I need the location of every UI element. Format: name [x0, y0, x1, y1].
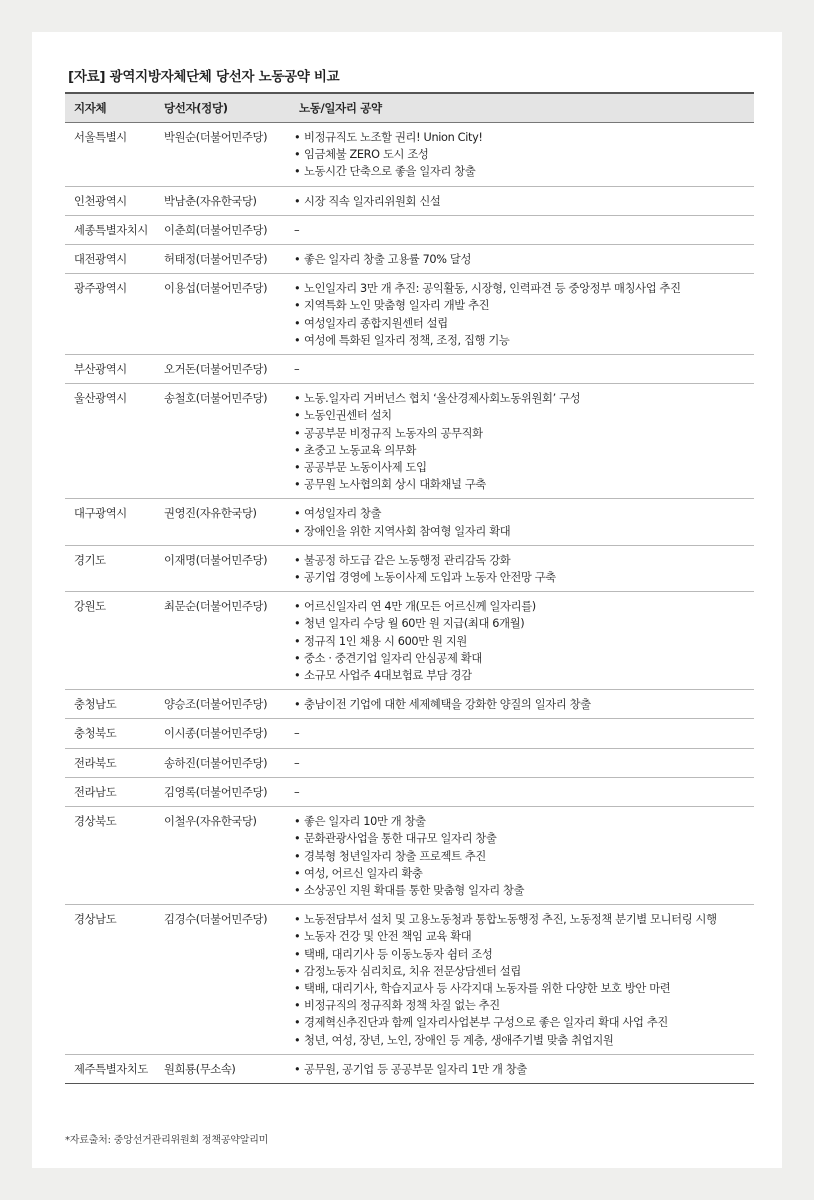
region-cell: 대구광역시: [65, 499, 155, 545]
winner-cell: 이철우(자유한국당): [155, 807, 290, 905]
table-row: [65, 719, 754, 748]
pledge-item: • 문화관광사업을 통한 대규모 일자리 창출: [294, 830, 754, 847]
table-row: [65, 1054, 754, 1083]
table-row: [65, 245, 754, 274]
winner-cell: 양승조(더불어민주당): [155, 690, 290, 719]
region-cell: 충청남도: [65, 690, 155, 719]
winner-cell: 오거돈(더불어민주당): [155, 355, 290, 384]
table-row: [65, 807, 754, 905]
table-row: [65, 777, 754, 806]
pledges-cell: [290, 384, 754, 499]
pledge-item: • 노동.일자리 거버넌스 협치 ‘울산경제사회노동위원회’ 구성: [294, 390, 754, 407]
pledges-cell: [290, 245, 754, 274]
pledge-item: • 여성일자리 창출: [294, 505, 754, 522]
table-row: [65, 215, 754, 244]
winner-cell: 이용섭(더불어민주당): [155, 274, 290, 355]
table-row: [65, 690, 754, 719]
region-cell: 경기도: [65, 545, 155, 591]
region-cell: 대전광역시: [65, 245, 155, 274]
pledge-item: • 택배, 대리기사, 학습지교사 등 사각지대 노동자를 위한 다양한 보호 방안 마련: [294, 980, 754, 997]
winner-cell: 박남춘(자유한국당): [155, 186, 290, 215]
pledge-list: [294, 280, 754, 349]
pledge-item: • 경북형 청년일자리 창출 프로젝트 추진: [294, 848, 754, 865]
pledge-item: • 정규직 1인 채용 시 600만 원 지원: [294, 633, 754, 650]
pledge-list: [294, 911, 754, 1049]
region-cell: 전라남도: [65, 777, 155, 806]
pledges-cell: [290, 545, 754, 591]
pledge-item: • 노동시간 단축으로 좋을 일자리 창출: [294, 163, 754, 180]
pledges-cell: [290, 274, 754, 355]
pledge-list: [294, 193, 754, 210]
table-row: [65, 355, 754, 384]
pledges-cell: [290, 1054, 754, 1083]
region-cell: 세종특별자치시: [65, 215, 155, 244]
pledge-item: • 지역특화 노인 맞춤형 일자리 개발 추진: [294, 297, 754, 314]
pledge-list: [294, 696, 754, 713]
pledge-item: • 공무원, 공기업 등 공공부문 일자리 1만 개 창출: [294, 1061, 754, 1078]
winner-cell: 이재명(더불어민주당): [155, 545, 290, 591]
pledge-item: • 여성, 어르신 일자리 확충: [294, 865, 754, 882]
pledges-cell: [290, 690, 754, 719]
pledge-item: • 초중고 노동교육 의무화: [294, 442, 754, 459]
pledges-cell: [290, 123, 754, 187]
pledge-item: • 장애인을 위한 지역사회 참여형 일자리 확대: [294, 523, 754, 540]
pledges-cell: [290, 186, 754, 215]
winner-cell: 권영진(자유한국당): [155, 499, 290, 545]
pledge-item: • 공공부문 비정규직 노동자의 공무직화: [294, 425, 754, 442]
pledge-item: • 노동전담부서 설치 및 고용노동청과 통합노동행정 추진, 노동정책 분기별 모니터링 시행: [294, 911, 754, 928]
table-row: [65, 123, 754, 187]
pledge-item: • 청년, 여성, 장년, 노인, 장애인 등 계층, 생애주기별 맞춤 취업지원: [294, 1032, 754, 1049]
pledge-item: • 노인일자리 3만 개 추진: 공익활동, 시장형, 인력파견 등 중앙정부 매칭사업 추진: [294, 280, 754, 297]
winner-cell: 송철호(더불어민주당): [155, 384, 290, 499]
table-row: [65, 592, 754, 690]
no-pledge-dash: –: [294, 363, 300, 377]
region-cell: 부산광역시: [65, 355, 155, 384]
winner-cell: 김영록(더불어민주당): [155, 777, 290, 806]
pledge-item: • 충남이전 기업에 대한 세제혜택을 강화한 양질의 일자리 창출: [294, 696, 754, 713]
winner-cell: 박원순(더불어민주당): [155, 123, 290, 187]
pledge-item: • 비정규직도 노조할 권리! Union City!: [294, 129, 754, 146]
table-row: [65, 384, 754, 499]
region-cell: 광주광역시: [65, 274, 155, 355]
table-header-row: [65, 93, 754, 123]
table-row: [65, 186, 754, 215]
header-pledges: 노동/일자리 공약: [290, 93, 754, 123]
winner-cell: 이시종(더불어민주당): [155, 719, 290, 748]
pledge-item: • 불공정 하도급 같은 노동행정 관리감독 강화: [294, 552, 754, 569]
pledges-cell: [290, 719, 754, 748]
winner-cell: 이춘희(더불어민주당): [155, 215, 290, 244]
pledges-cell: [290, 748, 754, 777]
pledges-cell: [290, 355, 754, 384]
no-pledge-dash: –: [294, 785, 300, 799]
pledge-item: • 공무원 노사협의회 상시 대화채널 구축: [294, 476, 754, 493]
pledge-item: • 어르신일자리 연 4만 개(모든 어르신께 일자리를): [294, 598, 754, 615]
pledge-item: • 공공부문 노동이사제 도입: [294, 459, 754, 476]
region-cell: 경상북도: [65, 807, 155, 905]
document-sheet: [32, 32, 782, 1168]
region-cell: 서울특별시: [65, 123, 155, 187]
pledges-cell: [290, 807, 754, 905]
pledge-item: • 공기업 경영에 노동이사제 도입과 노동자 안전망 구축: [294, 569, 754, 586]
pledge-item: • 중소 · 중견기업 일자리 안심공제 확대: [294, 650, 754, 667]
pledge-item: • 경제혁신추진단과 함께 일자리사업본부 구성으로 좋은 일자리 확대 사업 추진: [294, 1014, 754, 1031]
winner-cell: 최문순(더불어민주당): [155, 592, 290, 690]
pledge-list: [294, 552, 754, 586]
pledge-item: • 임금체불 ZERO 도시 조성: [294, 146, 754, 163]
pledge-list: [294, 813, 754, 899]
pledge-item: • 좋은 일자리 창출 고용률 70% 달성: [294, 251, 754, 268]
pledges-cell: [290, 215, 754, 244]
pledges-cell: [290, 777, 754, 806]
pledge-item: • 노동자 건강 및 안전 책임 교육 확대: [294, 928, 754, 945]
pledge-item: • 여성일자리 종합지원센터 설립: [294, 315, 754, 332]
pledge-list: [294, 505, 754, 539]
pledge-item: • 노동인권센터 설치: [294, 407, 754, 424]
pledge-list: [294, 251, 754, 268]
header-winner: 당선자(정당): [155, 93, 290, 123]
source-footnote: *자료출처: 중앙선거관리위원회 정책공약알리미: [65, 1135, 269, 1146]
region-cell: 충청북도: [65, 719, 155, 748]
pledge-item: • 소상공인 지원 확대를 통한 맞춤형 일자리 창출: [294, 882, 754, 899]
table-caption: [자료] 광역지방자체단체 당선자 노동공약 비교: [68, 69, 340, 85]
pledge-item: • 좋은 일자리 10만 개 창출: [294, 813, 754, 830]
no-pledge-dash: –: [294, 223, 300, 237]
region-cell: 강원도: [65, 592, 155, 690]
winner-cell: 송하진(더불어민주당): [155, 748, 290, 777]
region-cell: 울산광역시: [65, 384, 155, 499]
table-body: [65, 123, 754, 1084]
region-cell: 전라북도: [65, 748, 155, 777]
pledge-list: [294, 390, 754, 493]
winner-cell: 원희룡(무소속): [155, 1054, 290, 1083]
table-row: [65, 274, 754, 355]
pledges-cell: [290, 592, 754, 690]
pledge-item: • 시장 직속 일자리위원회 신설: [294, 193, 754, 210]
pledge-item: • 여성에 특화된 일자리 정책, 조정, 집행 기능: [294, 332, 754, 349]
table-row: [65, 748, 754, 777]
pledge-table: [65, 92, 754, 1084]
pledges-cell: [290, 499, 754, 545]
pledge-item: • 택배, 대리기사 등 이동노동자 쉼터 조성: [294, 946, 754, 963]
pledge-list: [294, 598, 754, 684]
no-pledge-dash: –: [294, 756, 300, 770]
pledge-item: • 비정규직의 정규직화 정책 차질 없는 추진: [294, 997, 754, 1014]
header-region: 지자체: [65, 93, 155, 123]
table-row: [65, 499, 754, 545]
pledge-item: • 소규모 사업주 4대보험료 부담 경감: [294, 667, 754, 684]
table-row: [65, 545, 754, 591]
pledge-list: [294, 1061, 754, 1078]
no-pledge-dash: –: [294, 727, 300, 741]
winner-cell: 김경수(더불어민주당): [155, 905, 290, 1055]
pledge-list: [294, 129, 754, 181]
region-cell: 인천광역시: [65, 186, 155, 215]
winner-cell: 허태정(더불어민주당): [155, 245, 290, 274]
region-cell: 제주특별자치도: [65, 1054, 155, 1083]
pledges-cell: [290, 905, 754, 1055]
pledge-item: • 감정노동자 심리치료, 치유 전문상담센터 설립: [294, 963, 754, 980]
region-cell: 경상남도: [65, 905, 155, 1055]
table-row: [65, 905, 754, 1055]
pledge-item: • 청년 일자리 수당 월 60만 원 지급(최대 6개월): [294, 615, 754, 632]
